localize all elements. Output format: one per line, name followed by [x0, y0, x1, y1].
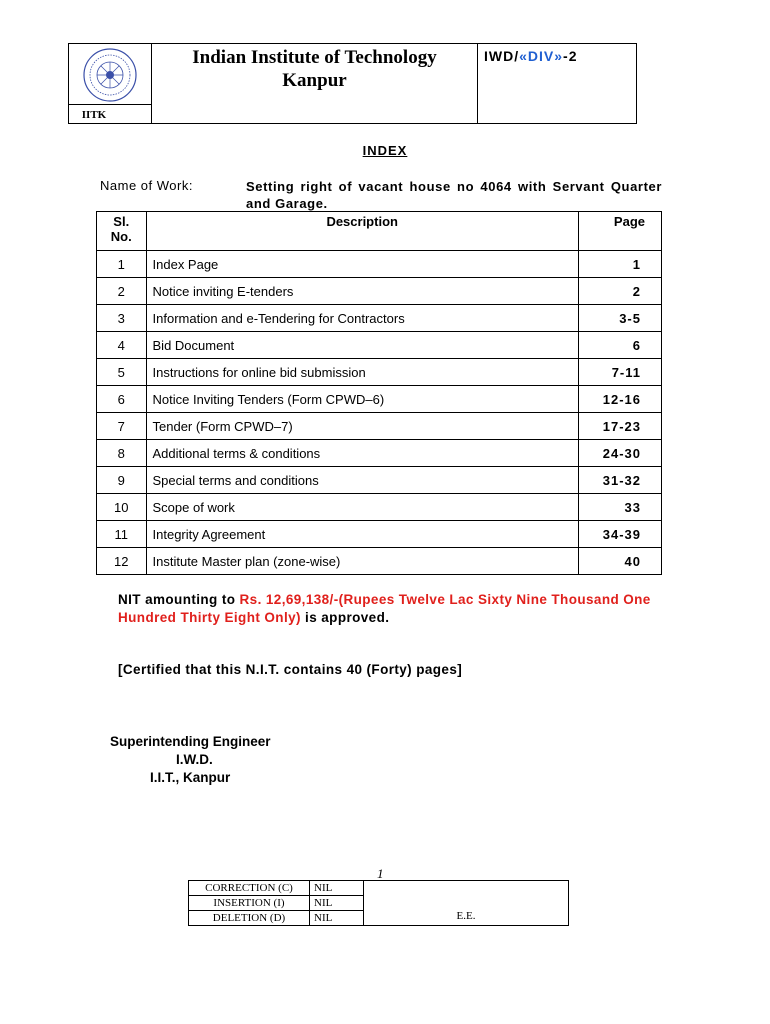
row-description: Additional terms & conditions — [146, 440, 578, 467]
table-row — [97, 278, 662, 305]
deletion-label: DELETION (D) — [189, 911, 310, 926]
row-description: Information and e-Tendering for Contractors — [146, 305, 578, 332]
correction-value: NIL — [310, 881, 364, 896]
row-page: 1 — [578, 251, 661, 278]
row-page: 31-32 — [578, 467, 661, 494]
row-description: Bid Document — [146, 332, 578, 359]
table-row — [97, 305, 662, 332]
table-row — [97, 494, 662, 521]
document-header — [68, 43, 637, 124]
table-row — [97, 251, 662, 278]
signatory-title: Superintending Engineer — [110, 734, 271, 749]
institute-line-2: Kanpur — [282, 70, 347, 91]
row-page: 6 — [578, 332, 661, 359]
insertion-label: INSERTION (I) — [189, 896, 310, 911]
signatory-dept: I.W.D. — [176, 752, 213, 767]
ref-prefix: IWD/ — [484, 48, 520, 64]
signatory-block — [110, 733, 271, 787]
name-of-work-label: Name of Work: — [100, 178, 193, 193]
row-description: Tender (Form CPWD–7) — [146, 413, 578, 440]
institute-line-1: Indian Institute of Technology — [192, 47, 437, 68]
corrections-row — [189, 881, 569, 896]
row-description: Notice inviting E-tenders — [146, 278, 578, 305]
row-description: Integrity Agreement — [146, 521, 578, 548]
row-description: Notice Inviting Tenders (Form CPWD–6) — [146, 386, 578, 413]
row-page: 40 — [578, 548, 661, 575]
row-description: Index Page — [146, 251, 578, 278]
header-description: Description — [146, 212, 578, 251]
header-page: Page — [578, 212, 661, 251]
certification-statement: [Certified that this N.I.T. contains 40 (Forty) pages] — [118, 662, 463, 677]
nit-amount-statement — [118, 591, 664, 627]
row-page: 34-39 — [578, 521, 661, 548]
table-header-row — [97, 212, 662, 251]
ref-div-field: «DIV» — [519, 48, 564, 64]
signatory-institute: I.I.T., Kanpur — [150, 770, 231, 785]
row-page: 17-23 — [578, 413, 661, 440]
correction-label: CORRECTION (C) — [189, 881, 310, 896]
row-sl: 6 — [97, 386, 147, 413]
row-page: 3-5 — [578, 305, 661, 332]
table-row — [97, 359, 662, 386]
header-sl-no: Sl. No. — [97, 212, 147, 251]
logo-divider — [69, 104, 151, 105]
nit-amount: Rs. 12,69,138/-(Rupees Twelve Lac Sixty Nine Thousand One Hundred Thirty Eight Only) — [118, 592, 651, 625]
index-table — [96, 211, 662, 575]
nit-prefix: NIT amounting to — [118, 592, 240, 607]
row-description: Instructions for online bid submission — [146, 359, 578, 386]
table-row — [97, 332, 662, 359]
row-page: 2 — [578, 278, 661, 305]
row-sl: 1 — [97, 251, 147, 278]
table-row — [97, 548, 662, 575]
nit-suffix: is approved. — [300, 610, 390, 625]
table-row — [97, 467, 662, 494]
table-row — [97, 521, 662, 548]
iitk-seal-logo — [79, 47, 141, 103]
page-number: 1 — [377, 866, 384, 881]
insertion-value: NIL — [310, 896, 364, 911]
row-page: 33 — [578, 494, 661, 521]
name-of-work-text: Setting right of vacant house no 4064 with Servant Quarter and Garage. — [246, 179, 662, 211]
corrections-table — [188, 880, 569, 926]
row-sl: 7 — [97, 413, 147, 440]
table-row — [97, 413, 662, 440]
row-sl: 11 — [97, 521, 147, 548]
index-title: INDEX — [362, 143, 408, 158]
row-sl: 4 — [97, 332, 147, 359]
row-sl: 2 — [97, 278, 147, 305]
row-description: Institute Master plan (zone-wise) — [146, 548, 578, 575]
table-row — [97, 386, 662, 413]
logo-cell — [69, 44, 152, 123]
row-description: Scope of work — [146, 494, 578, 521]
ee-signature-cell: E.E. — [364, 881, 569, 926]
row-sl: 8 — [97, 440, 147, 467]
iitk-label: IITK — [81, 109, 107, 121]
ref-suffix: -2 — [563, 48, 578, 64]
document-reference — [484, 48, 577, 64]
table-row — [97, 440, 662, 467]
row-description: Special terms and conditions — [146, 467, 578, 494]
row-sl: 5 — [97, 359, 147, 386]
row-page: 12-16 — [578, 386, 661, 413]
deletion-value: NIL — [310, 911, 364, 926]
institute-name — [152, 44, 478, 123]
row-sl: 9 — [97, 467, 147, 494]
row-sl: 10 — [97, 494, 147, 521]
row-page: 7-11 — [578, 359, 661, 386]
row-page: 24-30 — [578, 440, 661, 467]
row-sl: 3 — [97, 305, 147, 332]
row-sl: 12 — [97, 548, 147, 575]
